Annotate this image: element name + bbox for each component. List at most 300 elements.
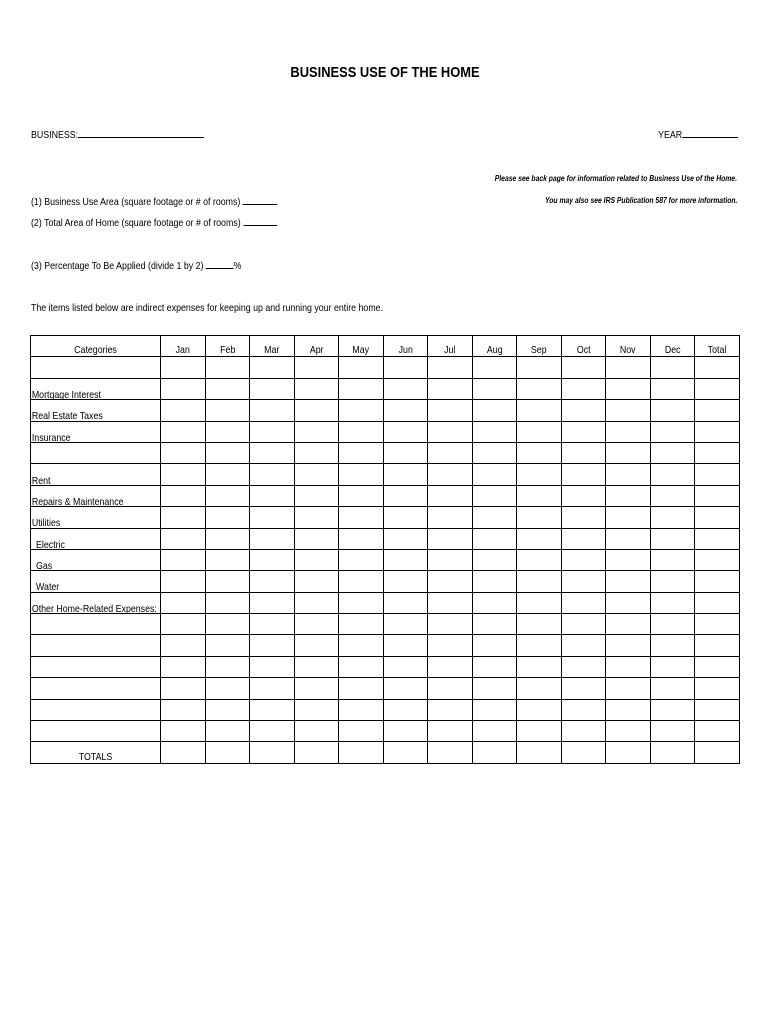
total-amount-cell[interactable] <box>650 742 695 763</box>
amount-cell[interactable] <box>339 721 384 742</box>
category-label: Other Home-Related Expenses: <box>31 602 157 615</box>
amount-cell[interactable] <box>517 699 562 720</box>
amount-cell[interactable] <box>472 549 517 570</box>
amount-cell[interactable] <box>428 442 473 463</box>
amount-cell[interactable] <box>161 400 206 421</box>
amount-cell[interactable] <box>606 378 651 399</box>
amount-cell[interactable] <box>695 442 740 463</box>
amount-cell[interactable] <box>339 528 384 549</box>
amount-cell[interactable] <box>650 678 695 699</box>
amount-cell[interactable] <box>561 614 606 635</box>
amount-cell[interactable] <box>472 400 517 421</box>
amount-cell[interactable] <box>561 400 606 421</box>
totals-label: TOTALS <box>78 750 113 763</box>
amount-cell[interactable] <box>428 464 473 485</box>
amount-cell[interactable] <box>428 507 473 528</box>
amount-cell[interactable] <box>205 635 250 656</box>
amount-cell[interactable] <box>205 592 250 613</box>
amount-cell[interactable] <box>205 678 250 699</box>
business-field <box>31 128 204 141</box>
amount-cell[interactable] <box>294 592 339 613</box>
table-row <box>31 442 740 463</box>
amount-cell[interactable] <box>294 699 339 720</box>
amount-cell[interactable] <box>650 442 695 463</box>
amount-cell[interactable] <box>383 442 428 463</box>
column-header-mar <box>250 336 295 357</box>
amount-cell[interactable] <box>339 549 384 570</box>
amount-cell[interactable] <box>339 400 384 421</box>
amount-cell[interactable] <box>650 549 695 570</box>
amount-cell[interactable] <box>294 614 339 635</box>
total-amount-cell[interactable] <box>517 742 562 763</box>
amount-cell[interactable] <box>205 464 250 485</box>
amount-cell[interactable] <box>205 378 250 399</box>
amount-cell[interactable] <box>561 678 606 699</box>
amount-cell[interactable] <box>250 699 295 720</box>
amount-cell[interactable] <box>205 400 250 421</box>
amount-cell[interactable] <box>161 635 206 656</box>
amount-cell[interactable] <box>517 614 562 635</box>
amount-cell[interactable] <box>161 378 206 399</box>
amount-cell[interactable] <box>339 592 384 613</box>
amount-cell[interactable] <box>472 485 517 506</box>
amount-cell[interactable] <box>650 378 695 399</box>
category-cell <box>31 549 161 573</box>
total-area-input[interactable] <box>243 216 277 226</box>
total-amount-cell[interactable] <box>428 742 473 763</box>
amount-cell[interactable] <box>250 614 295 635</box>
amount-cell[interactable] <box>650 635 695 656</box>
column-header-label: Apr <box>309 344 324 357</box>
amount-cell[interactable] <box>650 699 695 720</box>
amount-cell[interactable] <box>294 421 339 442</box>
amount-cell[interactable] <box>383 614 428 635</box>
amount-cell[interactable] <box>294 549 339 570</box>
amount-cell[interactable] <box>339 571 384 592</box>
total-amount-cell[interactable] <box>205 742 250 763</box>
column-header-label: May <box>352 344 370 357</box>
amount-cell[interactable] <box>383 378 428 399</box>
amount-cell[interactable] <box>606 442 651 463</box>
note-irs-publication: You may also see IRS Publication 587 for more information. <box>544 196 737 205</box>
amount-cell[interactable] <box>561 592 606 613</box>
business-use-area-label: (1) Business Use Area (square footage or # of rooms) <box>31 196 241 208</box>
amount-cell[interactable] <box>606 357 651 378</box>
amount-cell[interactable] <box>517 507 562 528</box>
total-amount-cell[interactable] <box>294 742 339 763</box>
amount-cell[interactable] <box>383 721 428 742</box>
amount-cell[interactable] <box>695 656 740 677</box>
amount-cell[interactable] <box>428 357 473 378</box>
amount-cell[interactable] <box>383 592 428 613</box>
amount-cell[interactable] <box>650 571 695 592</box>
amount-cell[interactable] <box>250 549 295 570</box>
amount-cell[interactable] <box>339 421 384 442</box>
amount-cell[interactable] <box>161 485 206 506</box>
amount-cell[interactable] <box>250 400 295 421</box>
category-cell <box>31 656 161 677</box>
column-header-apr <box>294 336 339 357</box>
column-header-jan <box>161 336 206 357</box>
amount-cell[interactable] <box>161 699 206 720</box>
business-label: BUSINESS: <box>31 129 79 141</box>
amount-cell[interactable] <box>294 464 339 485</box>
business-use-area-input[interactable] <box>243 195 277 205</box>
column-header-feb <box>205 336 250 357</box>
column-header-aug <box>472 336 517 357</box>
amount-cell[interactable] <box>561 485 606 506</box>
amount-cell[interactable] <box>428 485 473 506</box>
amount-cell[interactable] <box>205 442 250 463</box>
amount-cell[interactable] <box>428 721 473 742</box>
amount-cell[interactable] <box>294 678 339 699</box>
amount-cell[interactable] <box>428 678 473 699</box>
amount-cell[interactable] <box>561 507 606 528</box>
amount-cell[interactable] <box>650 592 695 613</box>
amount-cell[interactable] <box>383 464 428 485</box>
amount-cell[interactable] <box>650 656 695 677</box>
column-header-label: Dec <box>664 344 681 357</box>
amount-cell[interactable] <box>383 549 428 570</box>
amount-cell[interactable] <box>472 528 517 549</box>
category-label: Utilities <box>31 517 61 530</box>
amount-cell[interactable] <box>161 357 206 378</box>
amount-cell[interactable] <box>294 442 339 463</box>
column-header-label: Total <box>707 344 727 357</box>
amount-cell[interactable] <box>250 721 295 742</box>
amount-cell[interactable] <box>383 400 428 421</box>
amount-cell[interactable] <box>250 378 295 399</box>
amount-cell[interactable] <box>561 378 606 399</box>
amount-cell[interactable] <box>205 507 250 528</box>
amount-cell[interactable] <box>250 464 295 485</box>
amount-cell[interactable] <box>339 378 384 399</box>
amount-cell[interactable] <box>161 507 206 528</box>
amount-cell[interactable] <box>428 571 473 592</box>
amount-cell[interactable] <box>695 699 740 720</box>
column-header-sep <box>517 336 562 357</box>
amount-cell[interactable] <box>472 635 517 656</box>
amount-cell[interactable] <box>517 378 562 399</box>
amount-cell[interactable] <box>650 464 695 485</box>
amount-cell[interactable] <box>161 592 206 613</box>
amount-cell[interactable] <box>695 614 740 635</box>
amount-cell[interactable] <box>205 357 250 378</box>
column-header-may <box>339 336 384 357</box>
amount-cell[interactable] <box>606 678 651 699</box>
column-header-oct <box>561 336 606 357</box>
amount-cell[interactable] <box>294 378 339 399</box>
total-amount-cell[interactable] <box>606 742 651 763</box>
note-back-page: Please see back page for information related to Business Use of the Home. <box>494 174 737 183</box>
table-header-row <box>31 336 740 357</box>
category-label: Repairs & Maintenance <box>31 495 124 508</box>
amount-cell[interactable] <box>472 699 517 720</box>
amount-cell[interactable] <box>606 549 651 570</box>
total-amount-cell[interactable] <box>472 742 517 763</box>
amount-cell[interactable] <box>695 721 740 742</box>
amount-cell[interactable] <box>695 678 740 699</box>
table-row <box>31 400 740 421</box>
amount-cell[interactable] <box>561 528 606 549</box>
amount-cell[interactable] <box>695 485 740 506</box>
amount-cell[interactable] <box>339 635 384 656</box>
amount-cell[interactable] <box>517 571 562 592</box>
amount-cell[interactable] <box>383 485 428 506</box>
amount-cell[interactable] <box>517 678 562 699</box>
amount-cell[interactable] <box>250 357 295 378</box>
amount-cell[interactable] <box>561 656 606 677</box>
amount-cell[interactable] <box>472 507 517 528</box>
percentage-input[interactable] <box>206 259 234 269</box>
amount-cell[interactable] <box>517 549 562 570</box>
total-amount-cell[interactable] <box>161 742 206 763</box>
column-header-dec <box>650 336 695 357</box>
column-header-label: Jul <box>444 344 456 357</box>
expenses-table <box>30 335 740 764</box>
amount-cell[interactable] <box>517 400 562 421</box>
amount-cell[interactable] <box>695 528 740 549</box>
amount-cell[interactable] <box>250 592 295 613</box>
amount-cell[interactable] <box>606 656 651 677</box>
table-row <box>31 378 740 399</box>
amount-cell[interactable] <box>695 507 740 528</box>
amount-cell[interactable] <box>561 549 606 570</box>
amount-cell[interactable] <box>517 528 562 549</box>
amount-cell[interactable] <box>472 357 517 378</box>
amount-cell[interactable] <box>695 421 740 442</box>
amount-cell[interactable] <box>339 699 384 720</box>
total-amount-cell[interactable] <box>561 742 606 763</box>
amount-cell[interactable] <box>695 635 740 656</box>
amount-cell[interactable] <box>161 678 206 699</box>
amount-cell[interactable] <box>695 357 740 378</box>
amount-cell[interactable] <box>606 485 651 506</box>
business-input-line[interactable] <box>78 128 204 138</box>
amount-cell[interactable] <box>650 507 695 528</box>
amount-cell[interactable] <box>561 464 606 485</box>
amount-cell[interactable] <box>472 678 517 699</box>
amount-cell[interactable] <box>294 485 339 506</box>
table-row <box>31 464 740 485</box>
amount-cell[interactable] <box>161 549 206 570</box>
amount-cell[interactable] <box>606 592 651 613</box>
amount-cell[interactable] <box>250 656 295 677</box>
amount-cell[interactable] <box>606 400 651 421</box>
year-field <box>659 128 738 141</box>
amount-cell[interactable] <box>606 464 651 485</box>
amount-cell[interactable] <box>472 656 517 677</box>
amount-cell[interactable] <box>695 378 740 399</box>
amount-cell[interactable] <box>517 485 562 506</box>
amount-cell[interactable] <box>517 592 562 613</box>
amount-cell[interactable] <box>561 421 606 442</box>
category-label: Gas <box>36 560 53 573</box>
amount-cell[interactable] <box>383 357 428 378</box>
amount-cell[interactable] <box>294 635 339 656</box>
amount-cell[interactable] <box>339 442 384 463</box>
amount-cell[interactable] <box>428 421 473 442</box>
amount-cell[interactable] <box>161 464 206 485</box>
amount-cell[interactable] <box>205 614 250 635</box>
category-cell <box>31 699 161 720</box>
amount-cell[interactable] <box>650 721 695 742</box>
amount-cell[interactable] <box>250 507 295 528</box>
amount-cell[interactable] <box>383 678 428 699</box>
amount-cell[interactable] <box>161 721 206 742</box>
amount-cell[interactable] <box>205 485 250 506</box>
amount-cell[interactable] <box>517 464 562 485</box>
amount-cell[interactable] <box>472 721 517 742</box>
amount-cell[interactable] <box>205 699 250 720</box>
amount-cell[interactable] <box>517 721 562 742</box>
amount-cell[interactable] <box>294 528 339 549</box>
amount-cell[interactable] <box>650 400 695 421</box>
column-header-total <box>695 336 740 357</box>
amount-cell[interactable] <box>383 507 428 528</box>
amount-cell[interactable] <box>650 357 695 378</box>
amount-cell[interactable] <box>517 656 562 677</box>
amount-cell[interactable] <box>695 464 740 485</box>
amount-cell[interactable] <box>606 614 651 635</box>
amount-cell[interactable] <box>428 528 473 549</box>
amount-cell[interactable] <box>339 656 384 677</box>
amount-cell[interactable] <box>205 721 250 742</box>
amount-cell[interactable] <box>695 549 740 570</box>
amount-cell[interactable] <box>161 528 206 549</box>
amount-cell[interactable] <box>161 571 206 592</box>
amount-cell[interactable] <box>383 656 428 677</box>
amount-cell[interactable] <box>294 507 339 528</box>
amount-cell[interactable] <box>472 592 517 613</box>
amount-cell[interactable] <box>250 421 295 442</box>
amount-cell[interactable] <box>250 571 295 592</box>
amount-cell[interactable] <box>161 421 206 442</box>
column-header-label: Aug <box>486 344 503 357</box>
totals-row <box>31 742 740 763</box>
amount-cell[interactable] <box>517 357 562 378</box>
amount-cell[interactable] <box>428 400 473 421</box>
amount-cell[interactable] <box>561 442 606 463</box>
column-header-categories <box>31 336 161 357</box>
amount-cell[interactable] <box>339 614 384 635</box>
amount-cell[interactable] <box>561 635 606 656</box>
category-cell <box>31 592 161 613</box>
amount-cell[interactable] <box>517 421 562 442</box>
amount-cell[interactable] <box>339 507 384 528</box>
amount-cell[interactable] <box>472 614 517 635</box>
amount-cell[interactable] <box>606 421 651 442</box>
amount-cell[interactable] <box>650 528 695 549</box>
amount-cell[interactable] <box>606 507 651 528</box>
total-amount-cell[interactable] <box>250 742 295 763</box>
amount-cell[interactable] <box>472 378 517 399</box>
category-cell <box>31 721 161 742</box>
amount-cell[interactable] <box>606 699 651 720</box>
amount-cell[interactable] <box>161 656 206 677</box>
amount-cell[interactable] <box>428 635 473 656</box>
amount-cell[interactable] <box>294 571 339 592</box>
total-area-label: (2) Total Area of Home (square footage or # of rooms) <box>31 217 241 229</box>
amount-cell[interactable] <box>294 400 339 421</box>
total-area-line <box>31 216 277 229</box>
amount-cell[interactable] <box>250 678 295 699</box>
amount-cell[interactable] <box>428 656 473 677</box>
amount-cell[interactable] <box>294 357 339 378</box>
amount-cell[interactable] <box>695 592 740 613</box>
amount-cell[interactable] <box>517 442 562 463</box>
amount-cell[interactable] <box>472 464 517 485</box>
amount-cell[interactable] <box>383 635 428 656</box>
column-header-label: Mar <box>264 344 280 357</box>
amount-cell[interactable] <box>205 656 250 677</box>
amount-cell[interactable] <box>383 571 428 592</box>
column-header-label: Sep <box>530 344 547 357</box>
amount-cell[interactable] <box>561 357 606 378</box>
amount-cell[interactable] <box>650 614 695 635</box>
category-label: Electric <box>36 538 65 551</box>
amount-cell[interactable] <box>695 400 740 421</box>
amount-cell[interactable] <box>428 378 473 399</box>
amount-cell[interactable] <box>339 485 384 506</box>
amount-cell[interactable] <box>695 571 740 592</box>
amount-cell[interactable] <box>383 528 428 549</box>
intro-text: The items listed below are indirect expenses for keeping up and running your entire home. <box>31 302 384 314</box>
amount-cell[interactable] <box>205 421 250 442</box>
amount-cell[interactable] <box>428 549 473 570</box>
amount-cell[interactable] <box>428 592 473 613</box>
amount-cell[interactable] <box>294 721 339 742</box>
amount-cell[interactable] <box>561 699 606 720</box>
category-cell <box>31 442 161 463</box>
amount-cell[interactable] <box>294 656 339 677</box>
year-input-line[interactable] <box>683 128 738 138</box>
amount-cell[interactable] <box>650 485 695 506</box>
amount-cell[interactable] <box>250 485 295 506</box>
amount-cell[interactable] <box>161 442 206 463</box>
amount-cell[interactable] <box>205 571 250 592</box>
amount-cell[interactable] <box>339 357 384 378</box>
amount-cell[interactable] <box>606 721 651 742</box>
amount-cell[interactable] <box>339 678 384 699</box>
amount-cell[interactable] <box>205 528 250 549</box>
total-amount-cell[interactable] <box>383 742 428 763</box>
amount-cell[interactable] <box>428 614 473 635</box>
amount-cell[interactable] <box>161 614 206 635</box>
amount-cell[interactable] <box>250 528 295 549</box>
amount-cell[interactable] <box>250 442 295 463</box>
amount-cell[interactable] <box>472 421 517 442</box>
amount-cell[interactable] <box>606 571 651 592</box>
amount-cell[interactable] <box>383 699 428 720</box>
amount-cell[interactable] <box>472 571 517 592</box>
amount-cell[interactable] <box>250 635 295 656</box>
amount-cell[interactable] <box>472 442 517 463</box>
amount-cell[interactable] <box>650 421 695 442</box>
amount-cell[interactable] <box>383 421 428 442</box>
amount-cell[interactable] <box>517 635 562 656</box>
amount-cell[interactable] <box>205 549 250 570</box>
amount-cell[interactable] <box>606 528 651 549</box>
total-amount-cell[interactable] <box>695 742 740 763</box>
total-amount-cell[interactable] <box>339 742 384 763</box>
amount-cell[interactable] <box>606 635 651 656</box>
amount-cell[interactable] <box>428 699 473 720</box>
amount-cell[interactable] <box>339 464 384 485</box>
category-cell <box>31 528 161 549</box>
amount-cell[interactable] <box>561 721 606 742</box>
amount-cell[interactable] <box>561 571 606 592</box>
